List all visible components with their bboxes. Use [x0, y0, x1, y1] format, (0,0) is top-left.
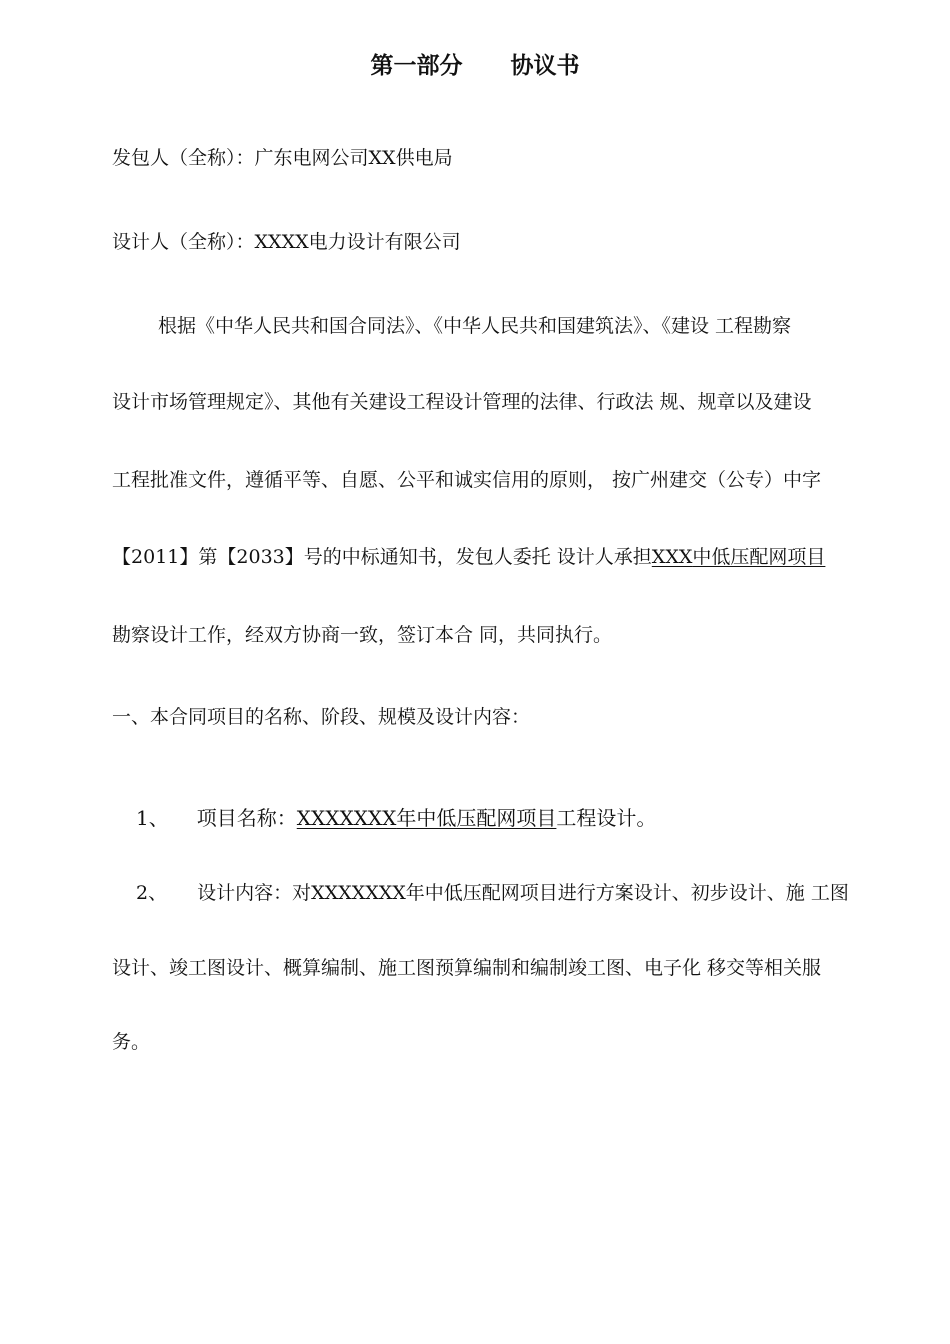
item-2: 2、 设计内容：对XXXXXXX年中低压配网项目进行方案设计、初步设计、施 工图 [136, 882, 849, 904]
item-2-line-3: 务。 [112, 1031, 151, 1053]
preamble-line-1: 根据《中华人民共和国合同法》、《中华人民共和国建筑法》、《建设 工程勘察 [158, 315, 792, 337]
employer-label: 发包人（全称）： [112, 147, 255, 169]
notice-year: 2011 [131, 546, 180, 568]
item-1: 1、 项目名称：XXXXXXX年中低压配网项目工程设计。 [136, 806, 657, 830]
preamble-line-3: 工程批准文件，遵循平等、自愿、公平和诚实信用的原则， 按广州建交（公专）中字 [112, 469, 822, 491]
item-2-number: 2、 [136, 882, 168, 904]
page-title [0, 50, 950, 82]
designer-label: 设计人（全称）： [112, 231, 255, 253]
project-reference: XXX中低压配网项目 [651, 546, 826, 568]
item-1-label: 项目名称： [196, 806, 297, 830]
item-1-project-name: XXXXXXX年中低压配网项目 [296, 806, 557, 830]
title-name: 协议书 [510, 53, 580, 79]
employer-line: 发包人（全称）：广东电网公司XX供电局 [112, 147, 453, 169]
employer-code: XX [368, 147, 396, 169]
item-1-number: 1、 [136, 806, 169, 830]
designer-line: 设计人（全称）：XXXX电力设计有限公司 [112, 231, 461, 253]
preamble-line-4: 【2011】第【2033】号的中标通知书，发包人委托 设计人承担XXX中低压配网项目 [112, 546, 826, 568]
item-2-label: 设计内容：对 [197, 882, 312, 904]
item-2-line-2: 设计、竣工图设计、概算编制、施工图预算编制和编制竣工图、电子化 移交等相关服 [112, 957, 822, 979]
title-part: 第一部分 [370, 53, 463, 79]
notice-number: 2033 [236, 546, 285, 568]
preamble-line-2: 设计市场管理规定》、其他有关建设工程设计管理的法律、行政法 规、规章以及建设 [112, 391, 812, 413]
section-1-heading: 一、本合同项目的名称、阶段、规模及设计内容： [112, 706, 531, 728]
preamble-line-5: 勘察设计工作，经双方协商一致，签订本合 同，共同执行。 [112, 624, 613, 646]
designer-code: XXXX [254, 231, 309, 253]
item-2-code: XXXXXXX [311, 882, 406, 904]
